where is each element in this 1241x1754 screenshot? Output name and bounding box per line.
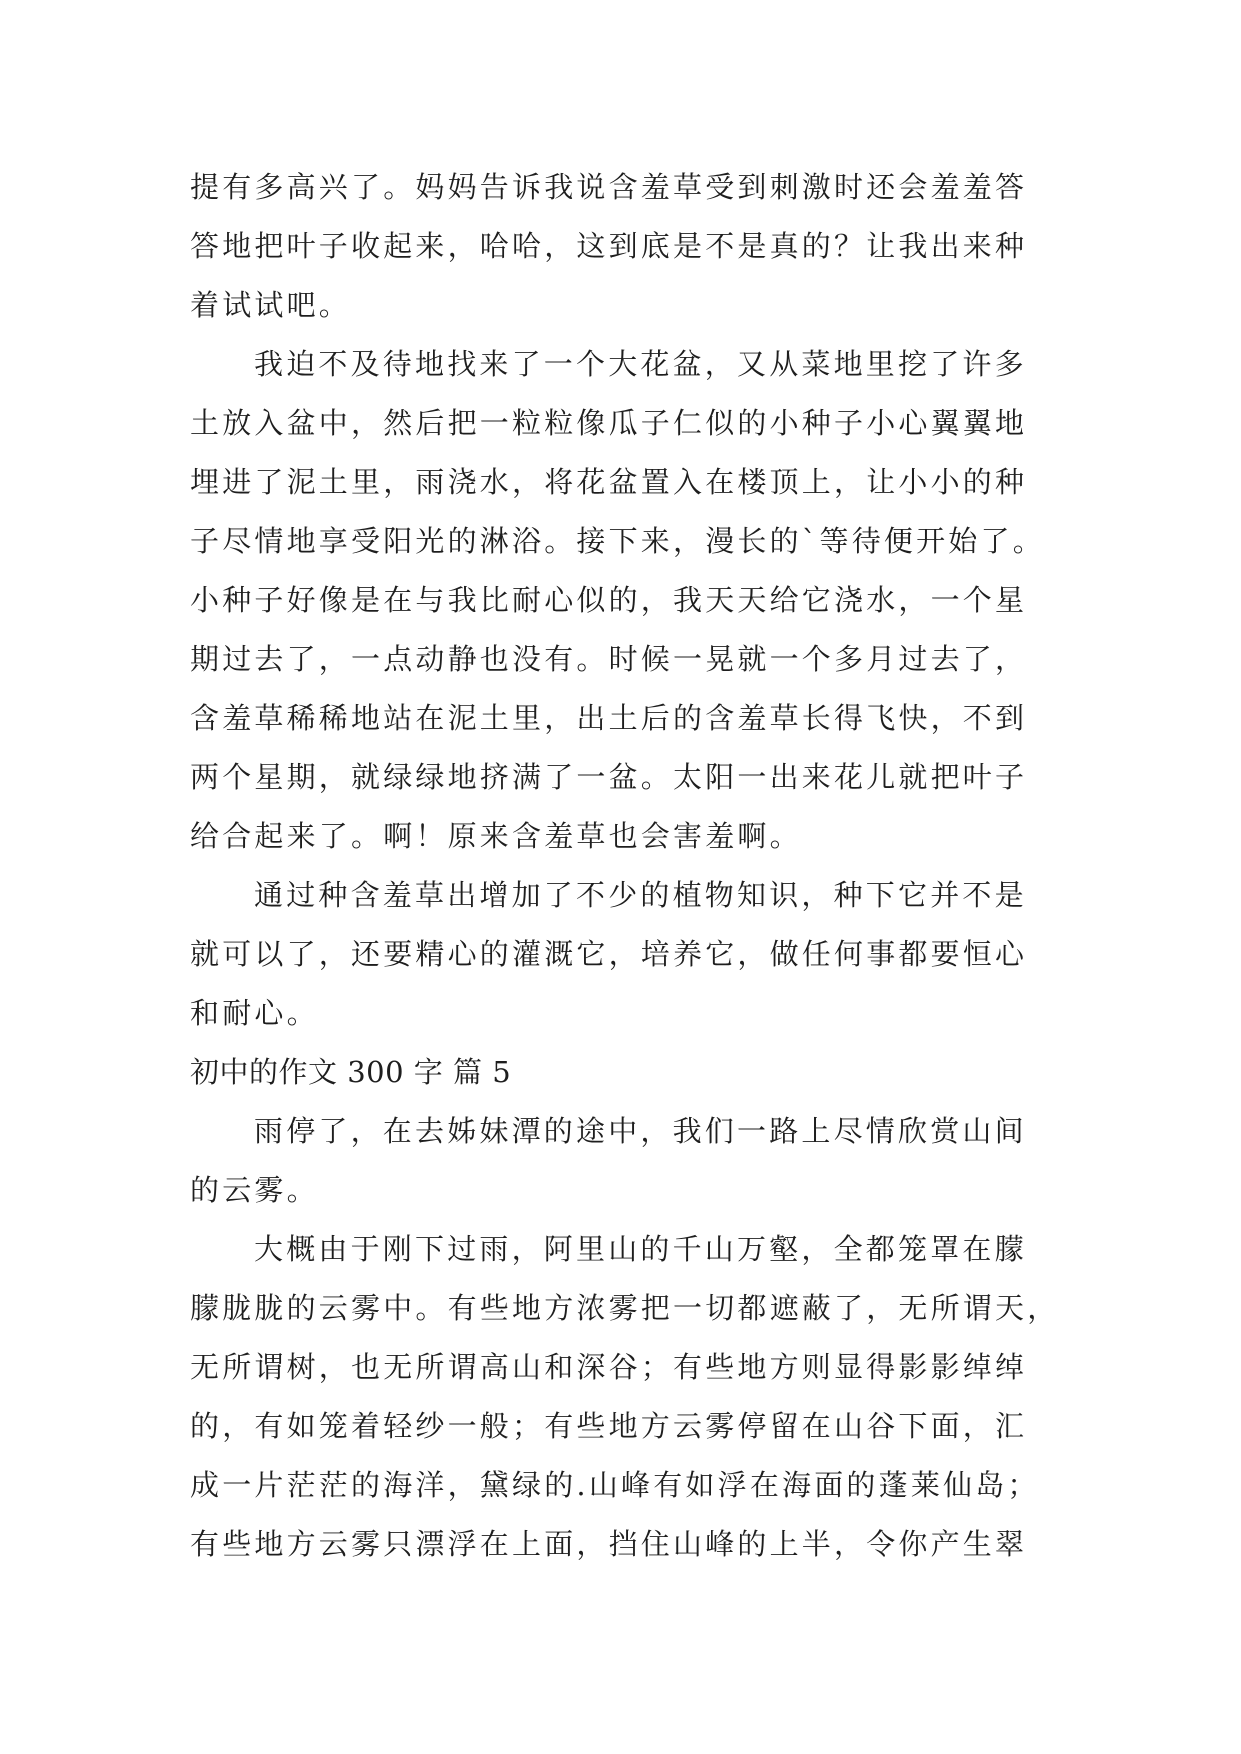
text-line: 有些地方云雾只漂浮在上面，挡住山峰的上半，令你产生翠: [190, 1527, 1028, 1561]
section-heading: 初中的作文 300 字 篇 5: [190, 1055, 512, 1089]
text-line: 期过去了，一点动静也没有。时候一晃就一个多月过去了，: [190, 642, 1028, 676]
text-line: 我迫不及待地找来了一个大花盆，又从菜地里挖了许多: [254, 347, 1027, 381]
document-body: [190, 158, 1070, 1574]
text-line: 给合起来了。啊！原来含羞草也会害羞啊。: [190, 819, 802, 853]
text-line: 着试试吧。: [190, 288, 352, 322]
text-line: 就可以了，还要精心的灌溉它，培养它，做任何事都要恒心: [190, 937, 1028, 971]
text-line: 子尽情地享受阳光的淋浴。接下来，漫长的`等待便开始了。: [190, 524, 1045, 558]
text-line: 两个星期，就绿绿地挤满了一盆。太阳一出来花儿就把叶子: [190, 760, 1028, 794]
text-line: 含羞草稀稀地站在泥土里，出土后的含羞草长得飞快，不到: [190, 701, 1028, 735]
text-line: 无所谓树，也无所谓高山和深谷；有些地方则显得影影绰绰: [190, 1350, 1028, 1384]
text-line: 朦胧胧的云雾中。有些地方浓雾把一切都遮蔽了，无所谓天，: [190, 1291, 1060, 1325]
text-line: 雨停了，在去姊妹潭的途中，我们一路上尽情欣赏山间: [254, 1114, 1027, 1148]
text-line: 的，有如笼着轻纱一般；有些地方云雾停留在山谷下面，汇: [190, 1409, 1028, 1443]
text-line: 和耐心。: [190, 996, 319, 1030]
text-line: 大概由于刚下过雨，阿里山的千山万壑，全都笼罩在朦: [254, 1232, 1027, 1266]
text-line: 小种子好像是在与我比耐心似的，我天天给它浇水，一个星: [190, 583, 1028, 617]
text-line: 土放入盆中，然后把一粒粒像瓜子仁似的小种子小心翼翼地: [190, 406, 1028, 440]
text-line: 的云雾。: [190, 1173, 319, 1207]
text-line: 提有多高兴了。妈妈告诉我说含羞草受到刺激时还会羞羞答: [190, 170, 1028, 204]
text-line: 埋进了泥土里，雨浇水，将花盆置入在楼顶上，让小小的种: [190, 465, 1028, 499]
text-line: 通过种含羞草出增加了不少的植物知识，种下它并不是: [254, 878, 1027, 912]
text-line: 答地把叶子收起来，哈哈，这到底是不是真的？让我出来种: [190, 229, 1028, 263]
text-line: 成一片茫茫的海洋，黛绿的.山峰有如浮在海面的蓬莱仙岛；: [190, 1468, 1040, 1502]
